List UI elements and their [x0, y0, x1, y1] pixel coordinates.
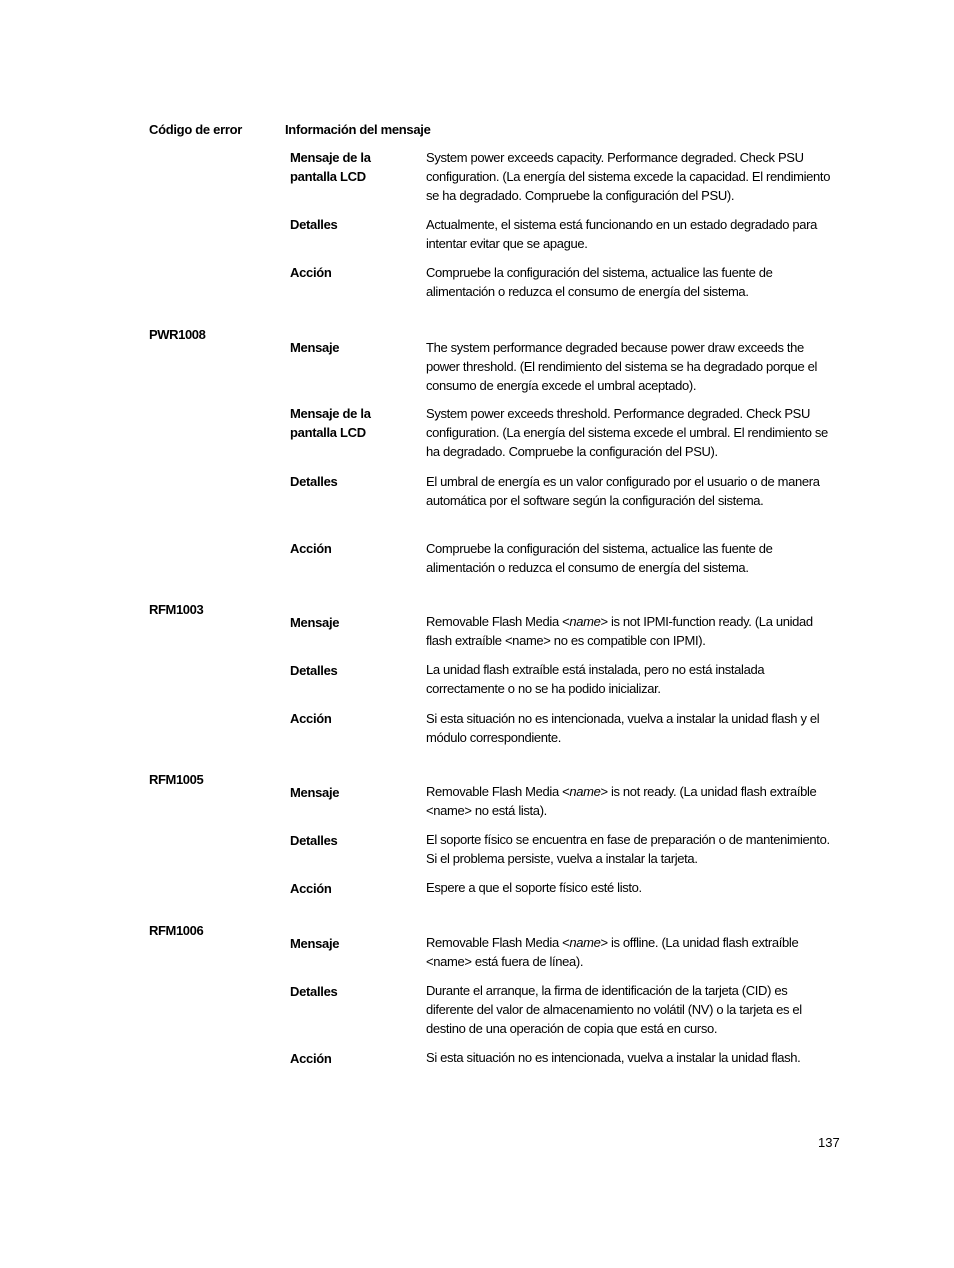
value-action: Espere a que el soporte físico esté listo.: [426, 880, 642, 895]
label-message: Mensaje: [290, 785, 340, 800]
label-lcd-message: Mensaje de la pantalla LCD: [290, 406, 371, 440]
label-details: Detalles: [290, 663, 338, 678]
label-action: Acción: [290, 265, 332, 280]
column-header-message-info: Información del mensaje: [285, 122, 431, 137]
error-code-rfm1003: RFM1003: [149, 602, 204, 617]
label-action: Acción: [290, 711, 332, 726]
label-message: Mensaje: [290, 615, 340, 630]
label-action: Acción: [290, 541, 332, 556]
error-code-pwr1008: PWR1008: [149, 327, 206, 342]
value-action: Si esta situación no es intencionada, vuelva a instalar la unidad flash.: [426, 1050, 801, 1065]
value-lcd-message: System power exceeds capacity. Performance degraded. Check PSU configuration. (La energía del sistema excede la capacidad. El rendimiento se ha degradado. Compruebe la configuración del PSU).: [426, 150, 831, 203]
label-details: Detalles: [290, 474, 338, 489]
label-action: Acción: [290, 881, 332, 896]
label-message: Mensaje: [290, 340, 340, 355]
value-message: Removable Flash Media <name> is not ready. (La unidad flash extraíble <name> no está lista).: [426, 784, 817, 818]
page-number: 137: [818, 1135, 840, 1150]
value-message: Removable Flash Media <name> is not IPMI-function ready. (La unidad flash extraíble <name> no es compatible con IPMI).: [426, 614, 813, 648]
value-message: The system performance degraded because power draw exceeds the power threshold. (El rendimiento del sistema se ha degradado porque el consumo de energía excede el umbral aceptado).: [426, 340, 818, 393]
label-details: Detalles: [290, 984, 338, 999]
value-details: El umbral de energía es un valor configurado por el usuario o de manera automática por el software según la configuración del sistema.: [426, 474, 820, 508]
value-lcd-message: System power exceeds threshold. Performance degraded. Check PSU configuration. (La energía del sistema excede el umbral. El rendimiento se ha degradado. Compruebe la configuración del PSU).: [426, 406, 828, 459]
value-action: Compruebe la configuración del sistema, actualice las fuente de alimentación o reduzca el consumo de energía del sistema.: [426, 265, 773, 299]
value-details: Durante el arranque, la firma de identificación de la tarjeta (CID) es diferente del valor de almacenamiento no volátil (NV) o la tarjeta es el destino de una operación de copia que está en curso.: [426, 983, 802, 1036]
value-action: Si esta situación no es intencionada, vuelva a instalar la unidad flash y el módulo correspondiente.: [426, 711, 820, 745]
label-lcd-message: Mensaje de la pantalla LCD: [290, 150, 371, 184]
value-action: Compruebe la configuración del sistema, actualice las fuente de alimentación o reduzca el consumo de energía del sistema.: [426, 541, 773, 575]
label-action: Acción: [290, 1051, 332, 1066]
error-code-rfm1005: RFM1005: [149, 772, 204, 787]
value-message: Removable Flash Media <name> is offline. (La unidad flash extraíble <name> está fuera de línea).: [426, 935, 799, 969]
label-details: Detalles: [290, 833, 338, 848]
value-details: La unidad flash extraíble está instalada, pero no está instalada correctamente o no se ha podido inicializar.: [426, 662, 765, 696]
value-details: El soporte físico se encuentra en fase de preparación o de mantenimiento. Si el problema persiste, vuelva a instalar la tarjeta.: [426, 832, 830, 866]
error-code-rfm1006: RFM1006: [149, 923, 204, 938]
column-header-error-code: Código de error: [149, 122, 243, 137]
value-details: Actualmente, el sistema está funcionando en un estado degradado para intentar evitar que se apague.: [426, 217, 818, 251]
label-details: Detalles: [290, 217, 338, 232]
label-message: Mensaje: [290, 936, 340, 951]
